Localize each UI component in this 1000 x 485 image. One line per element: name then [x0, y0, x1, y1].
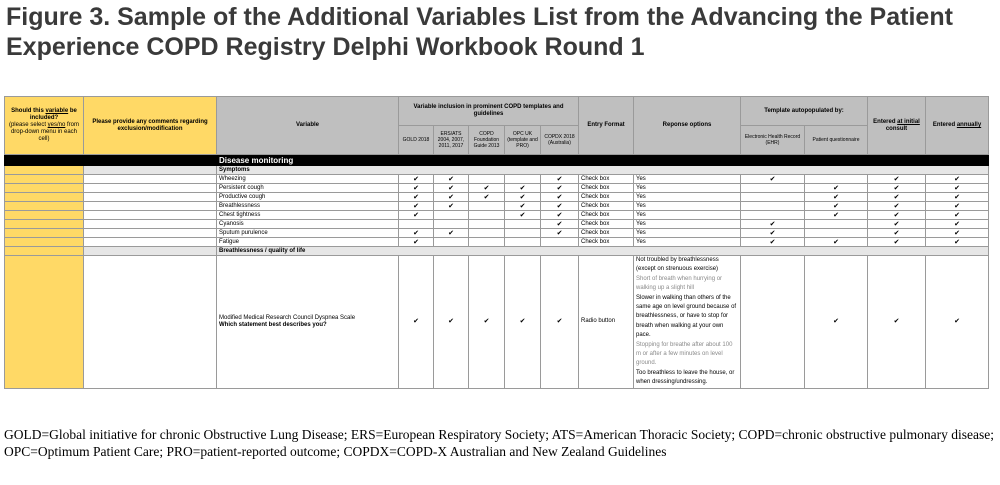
annually-header: Entered annually: [926, 97, 989, 155]
table-row: Persistent cough ✔ ✔ ✔ ✔ ✔ Check box Yes ✔ ✔ ✔: [5, 184, 989, 193]
mrc-option: Short of breath when hurrying or walking up a slight hill: [636, 275, 723, 292]
table-row: Breathlessness ✔ ✔ ✔ ✔ Check box Yes ✔ ✔ ✔: [5, 202, 989, 211]
variable-cell: Chest tightness: [217, 211, 399, 220]
variable-cell: Sputum purulence: [217, 229, 399, 238]
variable-cell: Productive cough: [217, 193, 399, 202]
table-row: Wheezing ✔ ✔ ✔ Check box Yes ✔ ✔ ✔: [5, 175, 989, 184]
variable-cell: Cyanosis: [217, 220, 399, 229]
section-title: Disease monitoring: [217, 155, 989, 166]
check-mark: ✔: [541, 184, 579, 193]
mrc-options-cell: [634, 256, 741, 389]
table-row: Cyanosis ✔ Check box Yes ✔ ✔ ✔: [5, 220, 989, 229]
copd-foundation-header: COPD Foundation Guide 2013: [469, 126, 505, 155]
table-row: Fatigue ✔ Check box Yes ✔ ✔ ✔ ✔: [5, 238, 989, 247]
check-mark: ✔: [399, 193, 434, 202]
entry-format-header: Entry Format: [579, 97, 634, 155]
check-mark: ✔: [868, 211, 926, 220]
comment-cell[interactable]: [84, 256, 217, 389]
check-mark: ✔: [505, 211, 541, 220]
check-mark: ✔: [399, 256, 434, 389]
variable-cell: Fatigue: [217, 238, 399, 247]
include-header: Should this variable be included? (please select yes/no from drop-down menu in each cell): [5, 97, 84, 155]
comment-cell[interactable]: [84, 175, 217, 184]
check-mark: ✔: [505, 193, 541, 202]
check-mark: ✔: [505, 256, 541, 389]
opc-uk-header: OPC UK (template and PRO): [505, 126, 541, 155]
autopopulated-group-header: Template autopopulated by:: [741, 97, 868, 126]
include-dropdown-cell[interactable]: [5, 229, 84, 238]
mrc-option: Not troubled by breathlessness (except on strenuous exercise): [636, 257, 719, 273]
check-mark: ✔: [399, 229, 434, 238]
include-dropdown-cell[interactable]: [5, 175, 84, 184]
variable-cell: Breathlessness: [217, 202, 399, 211]
include-dropdown-cell[interactable]: [5, 220, 84, 229]
check-mark: ✔: [399, 184, 434, 193]
ers-ats-header: ERS/ATS 2004, 2007, 2011, 2017: [434, 126, 469, 155]
check-mark: ✔: [805, 211, 868, 220]
table-row: Sputum purulence ✔ ✔ ✔ Check box Yes ✔ ✔ ✔: [5, 229, 989, 238]
abbreviations-note: GOLD=Global initiative for chronic Obstructive Lung Disease; ERS=European Respiratory Society; ATS=American Thoracic Society; COPD=chronic obstructive pulmonary disease; OPC=Optimum Patient Care; PRO=patient-reported outcome; COPDX=COPD-X Australian and New Zealand Guidelines: [4, 427, 994, 459]
group-title: Breathlessness / quality of life: [217, 247, 989, 256]
comment-cell[interactable]: [84, 238, 217, 247]
include-dropdown-cell[interactable]: [5, 211, 84, 220]
check-mark: ✔: [541, 175, 579, 184]
check-mark: ✔: [434, 175, 469, 184]
check-mark: ✔: [505, 184, 541, 193]
check-mark: ✔: [434, 256, 469, 389]
check-mark: ✔: [926, 175, 989, 184]
check-mark: ✔: [805, 202, 868, 211]
check-mark: ✔: [926, 229, 989, 238]
workbook-table: [4, 96, 989, 389]
check-mark: ✔: [399, 211, 434, 220]
check-mark: ✔: [741, 229, 805, 238]
check-mark: ✔: [926, 220, 989, 229]
check-mark: ✔: [469, 193, 505, 202]
check-mark: ✔: [926, 238, 989, 247]
check-mark: ✔: [926, 211, 989, 220]
mrc-question: Which statement best describes you?: [219, 321, 327, 328]
mrc-option: Stopping for breathe after about 100 m or after a few minutes on level ground.: [636, 341, 733, 367]
mrc-option: Slower in walking than others of the same age on level ground because of breathlessness, or have to stop for breath when walking at your own pace.: [636, 294, 737, 339]
group-row-symptoms: [5, 166, 989, 175]
check-mark: ✔: [505, 202, 541, 211]
check-mark: ✔: [541, 211, 579, 220]
comment-cell[interactable]: [84, 184, 217, 193]
variable-cell: Wheezing: [217, 175, 399, 184]
comment-cell[interactable]: [84, 193, 217, 202]
group-row-breathlessness: [5, 247, 989, 256]
check-mark: ✔: [434, 229, 469, 238]
check-mark: ✔: [741, 175, 805, 184]
response-options-header: Reponse options: [634, 97, 741, 155]
variable-header: Variable: [217, 97, 399, 155]
include-dropdown-cell[interactable]: [5, 256, 84, 389]
check-mark: ✔: [541, 220, 579, 229]
check-mark: ✔: [541, 229, 579, 238]
variable-cell: Persistent cough: [217, 184, 399, 193]
include-dropdown-cell[interactable]: [5, 193, 84, 202]
mrc-option: Too breathless to leave the house, or when dressing/undressing.: [636, 369, 735, 386]
check-mark: ✔: [805, 184, 868, 193]
check-mark: ✔: [741, 238, 805, 247]
check-mark: ✔: [868, 220, 926, 229]
figure-title: Figure 3. Sample of the Additional Variables List from the Advancing the Patient Experience COPD Registry Delphi Workbook Round 1: [6, 3, 953, 61]
check-mark: ✔: [399, 202, 434, 211]
check-mark: ✔: [805, 256, 868, 389]
inclusion-group-header: Variable inclusion in prominent COPD templates and guidelines: [399, 97, 579, 126]
include-dropdown-cell[interactable]: [5, 184, 84, 193]
check-mark: ✔: [469, 256, 505, 389]
comment-cell[interactable]: [84, 202, 217, 211]
check-mark: ✔: [868, 193, 926, 202]
table-row: Productive cough ✔ ✔ ✔ ✔ ✔ Check box Yes ✔ ✔ ✔: [5, 193, 989, 202]
comments-header: Please provide any comments regarding exclusion/modification: [84, 97, 217, 155]
mrc-variable-name: Modified Medical Research Council Dyspnea Scale: [219, 314, 356, 321]
group-title: Symptoms: [217, 166, 989, 175]
check-mark: ✔: [868, 175, 926, 184]
check-mark: ✔: [399, 175, 434, 184]
check-mark: ✔: [926, 256, 989, 389]
check-mark: ✔: [541, 193, 579, 202]
comment-cell[interactable]: [84, 211, 217, 220]
check-mark: ✔: [434, 202, 469, 211]
check-mark: ✔: [868, 229, 926, 238]
check-mark: ✔: [805, 193, 868, 202]
check-mark: ✔: [805, 238, 868, 247]
section-row: [5, 155, 989, 166]
check-mark: ✔: [434, 184, 469, 193]
check-mark: ✔: [434, 193, 469, 202]
check-mark: ✔: [926, 184, 989, 193]
include-dropdown-cell[interactable]: [5, 238, 84, 247]
check-mark: ✔: [868, 202, 926, 211]
check-mark: ✔: [541, 202, 579, 211]
check-mark: ✔: [868, 256, 926, 389]
check-mark: ✔: [399, 238, 434, 247]
table-row: Chest tightness ✔ ✔ ✔ Check box Yes ✔ ✔ ✔: [5, 211, 989, 220]
initial-consult-header: Entered at initial consult: [868, 97, 926, 155]
copdx-header: COPDX 2018 (Australia): [541, 126, 579, 155]
ehr-header: Electronic Health Record (EHR): [741, 126, 805, 155]
check-mark: ✔: [868, 184, 926, 193]
check-mark: ✔: [926, 193, 989, 202]
comment-cell[interactable]: [84, 229, 217, 238]
gold-header: GOLD 2018: [399, 126, 434, 155]
include-dropdown-cell[interactable]: [5, 202, 84, 211]
comment-cell[interactable]: [84, 220, 217, 229]
check-mark: ✔: [926, 202, 989, 211]
patient-questionnaire-header: Patient questionnaire: [805, 126, 868, 155]
table-row-mrc: Modified Medical Research Council Dyspnea Scale Which statement best describes you? ✔ ✔ ✔ ✔ ✔ Radio button Not troubled by breathlessness (except on strenuous exercise) Short of breath when hurrying or walking up a slight hill Slower in walking than others of the same age on level ground because of breathlessness, or have to stop for breath when walking at your own pace. Stopping for breathe after about 100 m or after a few minutes on level ground. Too breathless to leave the house, or when dressing/undressing. ✔ ✔ ✔: [5, 256, 989, 389]
check-mark: ✔: [469, 184, 505, 193]
check-mark: ✔: [868, 238, 926, 247]
check-mark: ✔: [541, 256, 579, 389]
check-mark: ✔: [741, 220, 805, 229]
variable-cell: [217, 256, 399, 389]
